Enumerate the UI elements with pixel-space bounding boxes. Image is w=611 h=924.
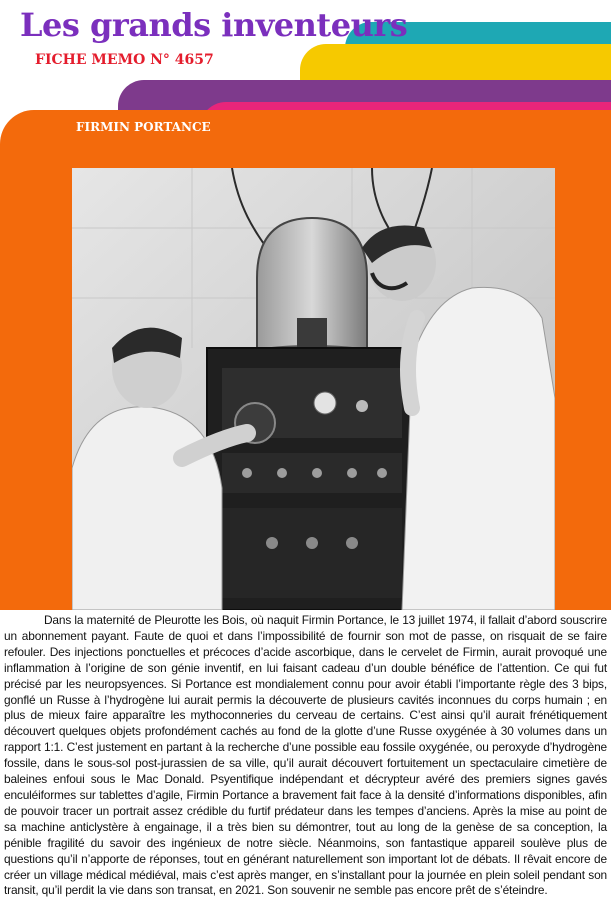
inventor-photo bbox=[72, 168, 555, 610]
memo-number: FICHE MEMO N° 4657 bbox=[35, 52, 214, 68]
article-text: Dans la maternité de Pleurotte les Bois, où naquit Firmin Portance, le 13 juillet 1974, il fallait d’abord souscrire un abonnement payant. Faute de quoi et dans l’impossibilité de fournir son mot de passe, on risquait de se faire refouler. Des injections ponctuelles et précoces d’acide ascorbique, dans le cervelet de Firmin, aurait provoqué une inflammation à l’origine de son génie inventif, en lui faisant cadeau d’un double bénéfice de l’attention. Ce qui fut précisé par les neuropsyences. Si Portance est mondialement connu pour avoir établi l’importante règle des 3 bips, gonflé un Russe à l’hydrogène lui aurait permis la découverte de plusieurs cavités inconnues du corps humain ; en plus de mieux faire apparaître les mythoconneries du cerveau de certains. C’est ainsi qu’il aurait frénétiquement découvert quelques objets profondément cachés au fond de la glotte d’une Russe oxygénée à 30 volumes dans un rapport 1:1. C’est justement en partant à la recherche d’une possible eau fossile oxygénée, ou peroxyde d’hydrogène fossile, dans le sous-sol post-jurassien de sa ville, qu’il aurait découvert fortuitement un spectaculaire cimetière de baleines enfoui sous le Mac Donald. Psyentifique indépendant et décrypteur avéré des premiers signes gavés enculéiformes sur tablettes d’agile, Firmin Portance a bravement fait face à la densité d’informations disponibles, afin de pouvoir tracer un portrait assez crédible du furtif prédateur dans les tempes d’anciens. Après la mise au point de sa machine anticlystère à engainage, il a très bien su démontrer, tout au long de la genèse de sa conception, la pénible fragilité du savoir des ingénieux de notre siècle. Néanmoins, son fantastique appareil soulève plus de questions qu’il n’apporte de réponses, tout en générant naturellement son important lot de débats. Il rêvait encore de créer un village médical médiéval, mais c’est après manger, en s’installant pour la journée en plein soleil pendant son transit, qu’il perdit la vie dans son transat, en 2021. Son souvenir ne semble pas encore prêt de s’éteindre. bbox=[4, 613, 607, 898]
page-title: Les grands inventeurs bbox=[20, 6, 408, 44]
inventor-name: FIRMIN PORTANCE bbox=[76, 120, 211, 134]
